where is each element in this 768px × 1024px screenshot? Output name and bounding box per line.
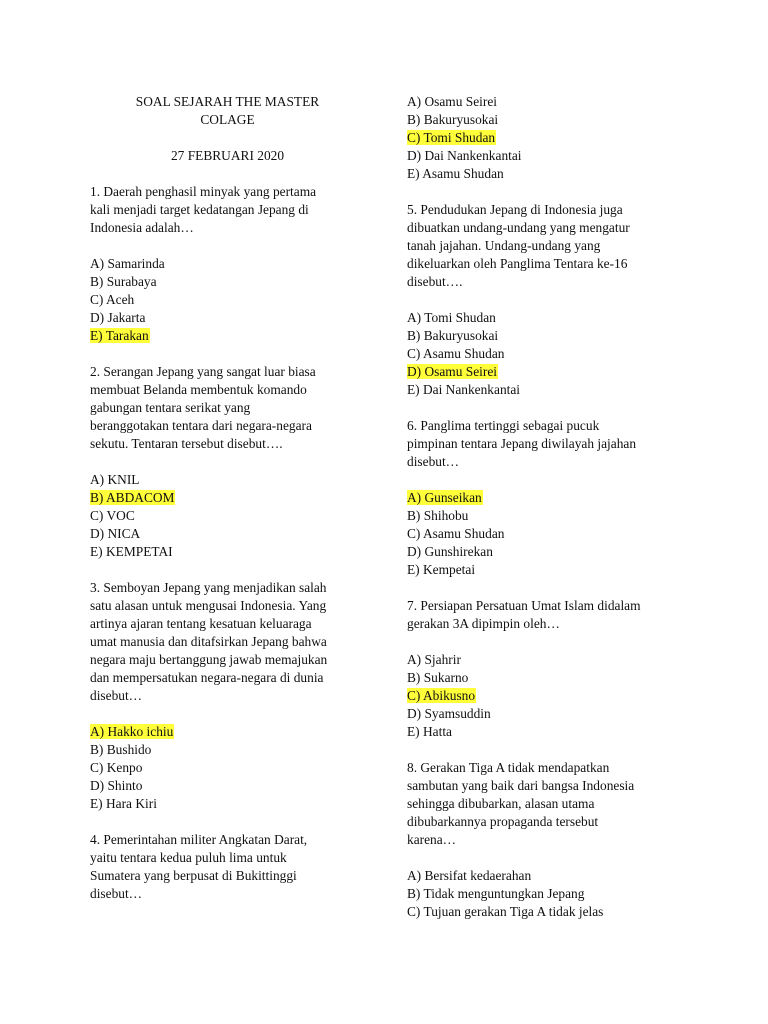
answer-option-highlighted: D) Osamu Seirei (407, 364, 497, 379)
answer-option: C) Aceh (90, 292, 135, 307)
answer-option: E) Hatta (407, 724, 452, 739)
question-1 (90, 183, 365, 345)
answer-option: C) Kenpo (90, 760, 143, 775)
answer-option: D) Jakarta (90, 310, 146, 325)
answer-option-highlighted: A) Hakko ichiu (90, 724, 174, 739)
answer-option: A) Samarinda (90, 256, 165, 271)
answer-option: D) Gunshirekan (407, 544, 493, 559)
question-2 (90, 363, 365, 561)
answer-option: C) Asamu Shudan (407, 526, 505, 541)
answer-option: B) Bakuryusokai (407, 328, 499, 343)
question-stem-line: 7. Persiapan Persatuan Umat Islam didalam (407, 598, 641, 613)
question-stem-line: artinya ajaran tentang kesatuan keluaraga (90, 616, 312, 631)
answer-option: B) Tidak menguntungkan Jepang (407, 886, 585, 901)
page-title-line-2: COLAGE (200, 112, 255, 127)
right-column (407, 93, 682, 921)
answer-option-highlighted: A) Gunseikan (407, 490, 482, 505)
question-stem-line: umat manusia dan ditafsirkan Jepang bahwa (90, 634, 327, 649)
question-stem-line: 6. Panglima tertinggi sebagai pucuk (407, 418, 600, 433)
answer-option: D) Dai Nankenkantai (407, 148, 522, 163)
answer-option: A) Bersifat kedaerahan (407, 868, 532, 883)
answer-option: E) Hara Kiri (90, 796, 157, 811)
answer-option: C) Tujuan gerakan Tiga A tidak jelas (407, 904, 604, 919)
question-stem-line: yaitu tentara kedua puluh lima untuk (90, 850, 287, 865)
question-5 (407, 201, 682, 399)
question-stem-line: 3. Semboyan Jepang yang menjadikan salah (90, 580, 327, 595)
answer-option: B) Sukarno (407, 670, 469, 685)
answer-option: A) Tomi Shudan (407, 310, 496, 325)
answer-option: B) Bakuryusokai (407, 112, 499, 127)
question-6 (407, 417, 682, 579)
page-date: 27 FEBRUARI 2020 (170, 148, 285, 163)
question-stem-line: dibubarkannya propaganda tersebut (407, 814, 599, 829)
answer-option-highlighted: C) Tomi Shudan (407, 130, 496, 145)
question-stem-line: disebut…. (407, 274, 463, 289)
answer-option: A) KNIL (90, 472, 140, 487)
answer-option: E) Kempetai (407, 562, 476, 577)
question-stem-line: disebut… (90, 688, 143, 703)
question-stem-line: satu alasan untuk mengusai Indonesia. Yang (90, 598, 327, 613)
question-stem-line: Indonesia adalah… (90, 220, 194, 235)
question-stem-line: dikeluarkan oleh Panglima Tentara ke-16 (407, 256, 628, 271)
question-stem-line: pimpinan tentara Jepang diwilayah jajahan (407, 436, 637, 451)
answer-option: C) Asamu Shudan (407, 346, 505, 361)
question-stem-line: tanah jajahan. Undang-undang yang (407, 238, 601, 253)
question-stem-line: 8. Gerakan Tiga A tidak mendapatkan (407, 760, 610, 775)
answer-option: B) Shihobu (407, 508, 469, 523)
question-7 (407, 597, 682, 741)
question-stem-line: membuat Belanda membentuk komando (90, 382, 307, 397)
answer-option: A) Osamu Seirei (407, 94, 497, 109)
question-3 (90, 579, 365, 813)
question-stem-line: gabungan tentara serikat yang (90, 400, 251, 415)
page-title-line-1: SOAL SEJARAH THE MASTER (135, 94, 320, 109)
answer-option: C) VOC (90, 508, 135, 523)
question-stem-line: kali menjadi target kedatangan Jepang di (90, 202, 309, 217)
question-4 (90, 831, 365, 903)
question-stem-line: Sumatera yang berpusat di Bukittinggi (90, 868, 297, 883)
question-stem-line: dan mempersatukan negara-negara di dunia (90, 670, 324, 685)
question-8 (407, 759, 682, 921)
answer-option: D) Shinto (90, 778, 143, 793)
question-stem-line: 4. Pemerintahan militer Angkatan Darat, (90, 832, 308, 847)
question-stem-line: sambutan yang baik dari bangsa Indonesia (407, 778, 635, 793)
question-stem-line: disebut… (407, 454, 460, 469)
left-column (90, 93, 365, 903)
answer-option: A) Sjahrir (407, 652, 461, 667)
question-stem-line: sekutu. Tentaran tersebut disebut…. (90, 436, 283, 451)
question-stem-line: disebut… (90, 886, 143, 901)
question-4-options (407, 93, 682, 183)
answer-option: B) Bushido (90, 742, 152, 757)
question-stem-line: dibuatkan undang-undang yang mengatur (407, 220, 630, 235)
answer-option: E) Dai Nankenkantai (407, 382, 521, 397)
question-stem-line: 5. Pendudukan Jepang di Indonesia juga (407, 202, 623, 217)
answer-option: D) NICA (90, 526, 141, 541)
answer-option: E) KEMPETAI (90, 544, 173, 559)
question-stem-line: sehingga dibubarkan, alasan utama (407, 796, 595, 811)
question-stem-line: 2. Serangan Jepang yang sangat luar biasa (90, 364, 316, 379)
answer-option-highlighted: B) ABDACOM (90, 490, 175, 505)
answer-option: B) Surabaya (90, 274, 157, 289)
question-stem-line: 1. Daerah penghasil minyak yang pertama (90, 184, 317, 199)
question-stem-line: beranggotakan tentara dari negara-negara (90, 418, 312, 433)
answer-option-highlighted: C) Abikusno (407, 688, 476, 703)
question-stem-line: negara maju bertanggung jawab memajukan (90, 652, 328, 667)
answer-option: D) Syamsuddin (407, 706, 491, 721)
question-stem-line: karena… (407, 832, 457, 847)
question-stem-line: gerakan 3A dipimpin oleh… (407, 616, 560, 631)
answer-option-highlighted: E) Tarakan (90, 328, 149, 343)
answer-option: E) Asamu Shudan (407, 166, 504, 181)
